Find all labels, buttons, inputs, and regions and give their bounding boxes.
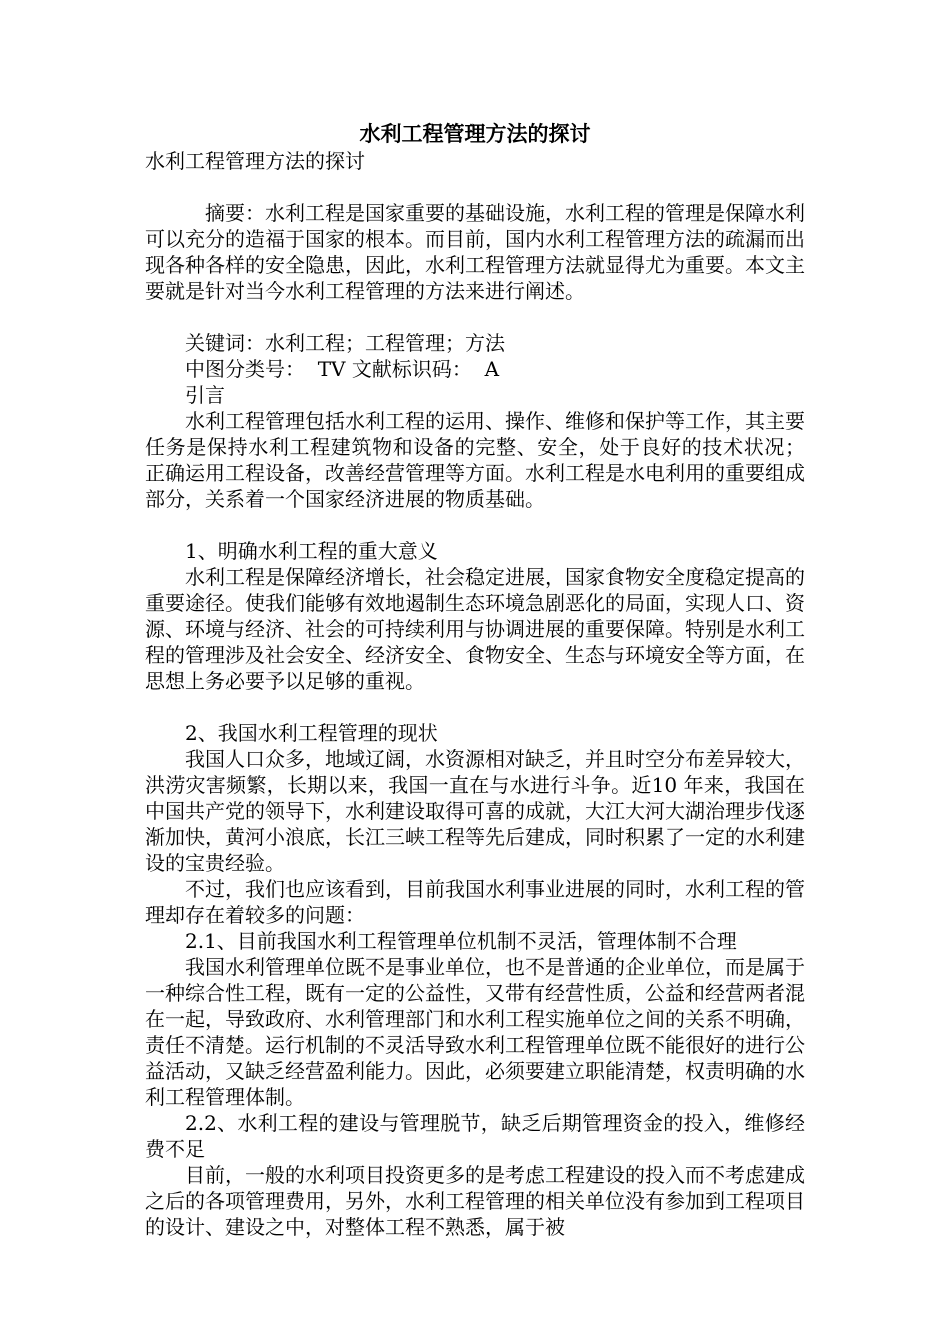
section2-paragraph-1: 我国人口众多，地域辽阔，水资源相对缺乏，并且时空分布差异较大，洪涝灾害频繁，长期以来，我国一直在与水进行斗争。近10 年来，我国在中国共产党的领导下，水利建设取得可喜的成就，大江大河大湖治理步伐逐渐加快，黄河小浪底，长江三峡工程等先后建成，同时积累了一定的水利建设的宝贵经验。 bbox=[145, 747, 805, 875]
intro-paragraph: 水利工程管理包括水利工程的运用、操作、维修和保护等工作，其主要任务是保持水利工程建筑物和设备的完整、安全，处于良好的技术状况； 正确运用工程设备，改善经营管理等方面。水利工程是水电利用的重要组成部分，关系着一个国家经济进展的物质基础。 bbox=[145, 409, 805, 511]
section2-heading: 2、我国水利工程管理的现状 bbox=[185, 721, 438, 745]
section2-2-paragraph: 目前，一般的水利项目投资更多的是考虑工程建设的投入而不考虑建成之后的各项管理费用，另外，水利工程管理的相关单位没有参加到工程项目的设计、建设之中，对整体工程不熟悉，属于被 bbox=[145, 1163, 805, 1239]
blank-line bbox=[145, 512, 805, 538]
section2-1-heading: 2.1、目前我国水利工程管理单位机制不灵活，管理体制不合理 bbox=[185, 929, 737, 953]
blank-line bbox=[145, 174, 805, 200]
document-title: 水利工程管理方法的探讨 bbox=[359, 122, 591, 146]
document-subtitle: 水利工程管理方法的探讨 bbox=[145, 149, 365, 173]
keywords-line: 关键词：水利工程；工程管理；方法 bbox=[185, 331, 505, 355]
section2-paragraph-2: 不过，我们也应该看到，目前我国水利事业进展的同时，水利工程的管理却存在着较多的问题： bbox=[145, 877, 805, 927]
document-page bbox=[145, 120, 805, 1240]
section2-2-heading: 2.2、水利工程的建设与管理脱节，缺乏后期管理资金的投入，维修经费不足 bbox=[145, 1111, 805, 1161]
section2-1-paragraph: 我国水利管理单位既不是事业单位，也不是普通的企业单位，而是属于一种综合性工程，既有一定的公益性，又带有经营性质，公益和经营两者混在一起，导致政府、水利管理部门和水利工程实施单位之间的关系不明确，责任不清楚。运行机制的不灵活导致水利工程管理单位既不能很好的进行公益活动，又缺乏经营盈利能力。因此，必须要建立职能清楚，权责明确的水利工程管理体制。 bbox=[145, 955, 805, 1109]
intro-heading: 引言 bbox=[185, 383, 225, 407]
section1-paragraph: 水利工程是保障经济增长，社会稳定进展，国家食物安全度稳定提高的重要途径。使我们能够有效地遏制生态环境急剧恶化的局面，实现人口、资源、环境与经济、社会的可持续利用与协调进展的重要保障。特别是水利工程的管理涉及社会安全、经济安全、食物安全、生态与环境安全等方面，在思想上务必要予以足够的重视。 bbox=[145, 565, 805, 693]
blank-line bbox=[145, 304, 805, 330]
section1-heading: 1、明确水利工程的重大意义 bbox=[185, 539, 438, 563]
abstract-paragraph: 摘要：水利工程是国家重要的基础设施，水利工程的管理是保障水利可以充分的造福于国家的根本。而目前，国内水利工程管理方法的疏漏而出现各种各样的安全隐患，因此，水利工程管理方法就显得尤为重要。本文主要就是针对当今水利工程管理的方法来进行阐述。 bbox=[145, 201, 805, 303]
blank-line bbox=[145, 694, 805, 720]
classification-line: 中图分类号： TV 文献标识码： A bbox=[185, 357, 500, 381]
